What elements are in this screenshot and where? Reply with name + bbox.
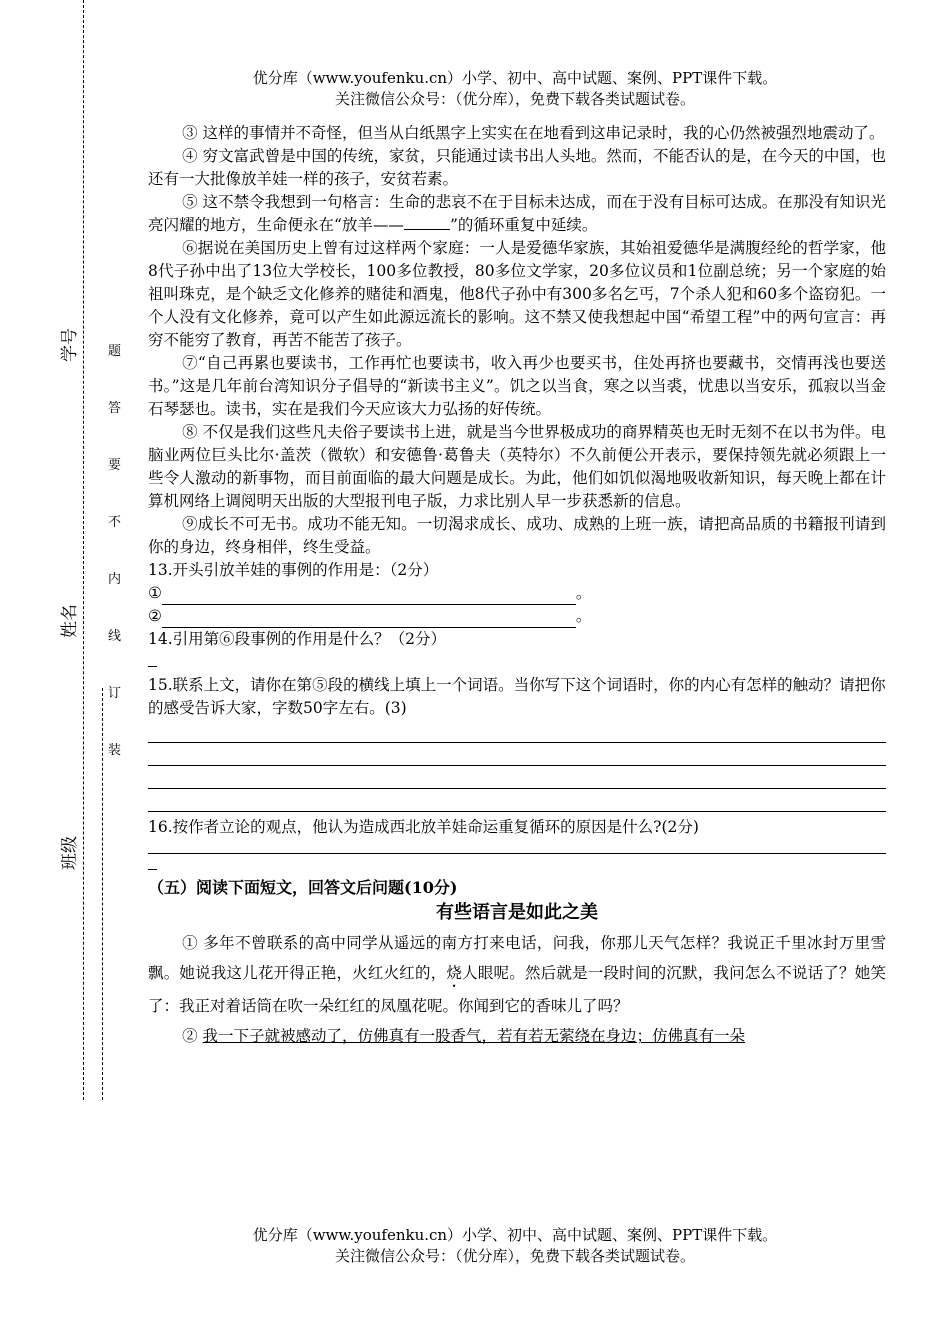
- question-16-answer[interactable]: [148, 854, 886, 874]
- paragraph-5: [148, 191, 886, 237]
- article-p1-text-a: ① 多年不曾联系的高中同学从遥远的南方打来电话，问我，你那儿天气怎样？我说正千里冰封万里雪飘。她说我这儿花开得正艳，火红火红的，: [148, 934, 886, 982]
- answer-rule-4[interactable]: [148, 789, 886, 812]
- paragraph-5-text-b: ”的循环重复中延续。: [449, 216, 598, 234]
- header-line-1: 优分库（www.youfenku.cn）小学、初中、高中试题、案例、PPT课件下载。: [252, 69, 778, 87]
- binding-line-inner: [102, 688, 103, 1100]
- question-14: 14.引用第⑥段事例的作用是什么？（2分）: [148, 630, 447, 648]
- question-16: 16.按作者立论的观点，他认为造成西北放羊娃命运重复循环的原因是什么?(2分): [148, 818, 699, 836]
- answer-line-1[interactable]: [162, 588, 576, 605]
- seal-char-ti: 题: [108, 344, 122, 359]
- main-content: [148, 122, 886, 1051]
- seal-char-ding: 订: [108, 686, 122, 701]
- seal-char-nei: 内: [108, 572, 122, 587]
- fill-in-blank[interactable]: [404, 215, 450, 230]
- answer-rule-5[interactable]: [148, 839, 886, 854]
- header-line-2: 关注微信公众号：（优分库），免费下载各类试题试卷。: [334, 90, 695, 108]
- answer-rule-2[interactable]: [148, 743, 886, 766]
- paragraph-8: ⑧ 不仅是我们这些凡夫俗子要读书上进，就是当今世界极成功的商界精英也无时无刻不在以书为伴。电脑业两位巨头比尔·盖茨（微软）和安德鲁·葛鲁夫（英特尔）不久前便公开表示，要保持领先就必须跟上一些令人激动的新事物，而目前面临的最大问题是成长。为此，他们如饥似渴地吸收新知识，每天晚上都在计算机网络上调阅明天出版的大型报刊电子版，力求比别人早一步获悉新的信息。: [148, 423, 886, 510]
- name-label: 姓名: [60, 604, 80, 638]
- answer-1-end: 。: [575, 584, 592, 602]
- binding-line-outer: [83, 0, 84, 1100]
- page-footer: [150, 1225, 880, 1267]
- section-5-heading: （五）阅读下面短文，回答文后问题(10分): [148, 878, 458, 897]
- answer-1-marker: ①: [148, 584, 162, 602]
- class-label: 班级: [60, 836, 80, 870]
- paragraph-4: ④ 穷文富武曾是中国的传统，家贫，只能通过读书出人头地。然而，不能否认的是，在今天的中国，也还有一大批像放羊娃一样的孩子，安贫若素。: [148, 147, 886, 188]
- article-p2-underlined-text: 我一下子就被感动了，仿佛真有一股香气，若有若无萦绕在身边；仿佛真有一朵: [202, 1027, 746, 1045]
- question-13-answer-2: [148, 605, 886, 628]
- paragraph-7: ⑦“自己再累也要读书，工作再忙也要读书，收入再少也要买书，住处再挤也要藏书，交情再浅也要送书。”这是几年前台湾知识分子倡导的“新读书主义”。饥之以当食，寒之以当裘，忧患以当安乐，孤寂以当金石琴瑟也。读书，实在是我们今天应该大力弘扬的好传统。: [148, 354, 886, 418]
- seal-char-xian: 线: [108, 629, 122, 644]
- question-14-answer[interactable]: [148, 651, 886, 674]
- emphasized-char: 烧: [446, 964, 463, 982]
- question-15: 15.联系上文，请你在第⑤段的横线上填上一个词语。当你写下这个词语时，你的内心有怎样的触动？请把你的感受告诉大家，字数50字左右。(3): [148, 676, 886, 717]
- answer-dash: [148, 656, 157, 667]
- answer-2-end: 。: [575, 607, 592, 625]
- question-13: 13.开头引放羊娃的事例的作用是：（2分）: [148, 561, 439, 579]
- student-number-label: 学号: [60, 328, 80, 362]
- article-paragraph-2: [148, 1021, 886, 1051]
- seal-char-da: 答: [108, 401, 122, 416]
- article-title: 有些语言是如此之美: [436, 902, 598, 923]
- answer-rule-3[interactable]: [148, 766, 886, 789]
- footer-line-2: 关注微信公众号：（优分库），免费下载各类试题试卷。: [334, 1247, 695, 1265]
- footer-line-1: 优分库（www.youfenku.cn）小学、初中、高中试题、案例、PPT课件下载。: [252, 1226, 778, 1244]
- paragraph-9: ⑨成长不可无书。成功不能无知。一切渴求成长、成功、成熟的上班一族，请把高品质的书籍报刊请到你的身边，终身相伴，终生受益。: [148, 515, 886, 556]
- paragraph-5-text-a: ⑤ 这不禁令我想到一句格言：生命的悲哀不在于目标未达成，而在于没有目标可达成。在那没有知识光亮闪耀的地方，生命便永在“放羊——: [148, 193, 886, 234]
- answer-dash-2: [148, 859, 157, 870]
- answer-line-2[interactable]: [162, 611, 576, 628]
- seal-char-bu: 不: [108, 515, 122, 530]
- answer-rule-1[interactable]: [148, 720, 886, 743]
- question-13-answer-1: [148, 582, 886, 605]
- paragraph-3: ③ 这样的事情并不奇怪，但当从白纸黑字上实实在在地看到这串记录时，我的心仍然被强烈地震动了。: [182, 124, 885, 142]
- article-p1-text-b: 人眼呢。然后就是一段时间的沉默，我问怎么不说话了？她笑了：我正对着话筒在吹一朵红红的凤凰花呢。你闻到它的香味儿了吗？: [148, 964, 886, 1015]
- article-p2-number: ②: [182, 1027, 203, 1045]
- seal-char-zhuang: 装: [108, 743, 122, 758]
- seal-char-yao: 要: [108, 458, 122, 473]
- paragraph-6: ⑥据说在美国历史上曾有过这样两个家庭：一人是爱德华家族，其始祖爱德华是满腹经纶的哲学家，他8代子孙中出了13位大学校长，100多位教授，80多位文学家，20多位议员和1位副总统；另一个家庭的始祖叫珠克，是个缺乏文化修养的赌徒和酒鬼，他8代子孙中有300多名乞丐，7个杀人犯和60多个盗窃犯。一个人没有文化修养，竟可以产生如此源远流长的影响。这不禁又使我想起中国“希望工程”中的两句宣言：再穷不能穷了教育，再苦不能苦了孩子。: [148, 239, 886, 349]
- page-header: [150, 68, 880, 110]
- article-paragraph-1: [148, 928, 886, 1021]
- answer-2-marker: ②: [148, 607, 162, 625]
